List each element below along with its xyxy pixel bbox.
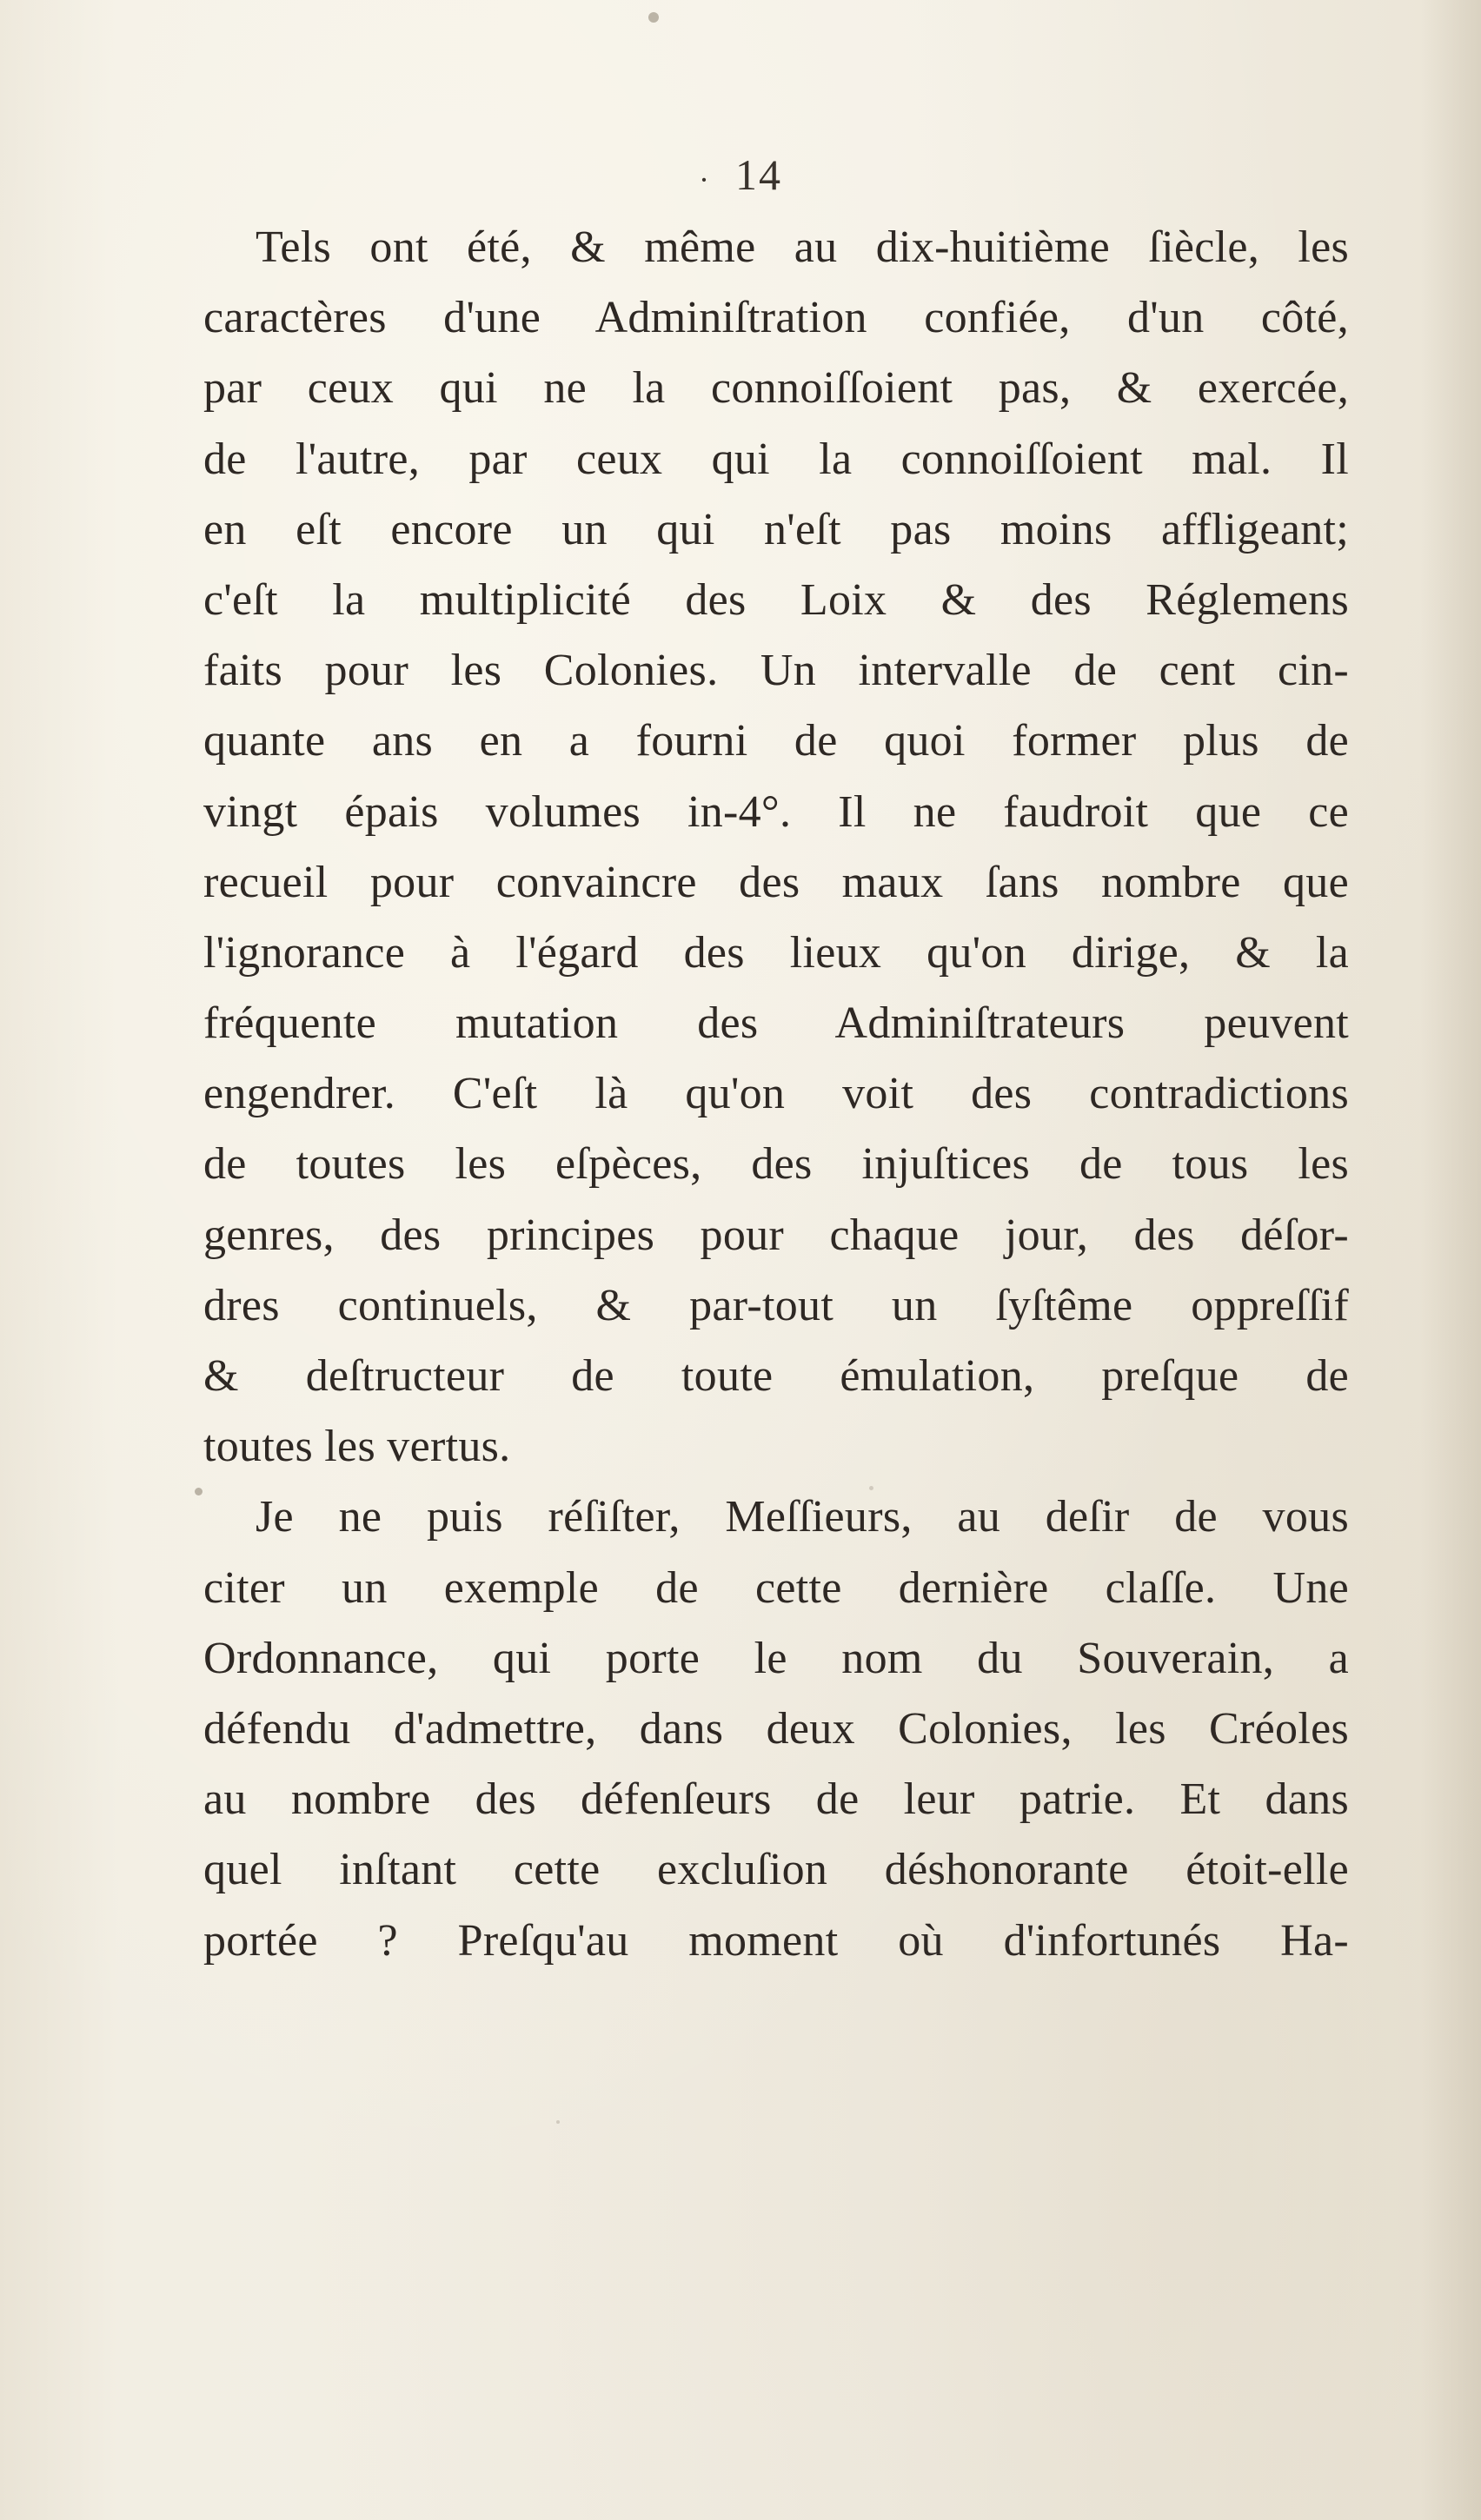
paper-speck [556, 2120, 560, 2124]
text-line: & deſtructeur de toute émulation, preſque de [203, 1351, 1349, 1401]
page-number-value: 14 [735, 150, 782, 199]
page-number-dot: · [699, 162, 711, 197]
text-line: de l'autre, par ceux qui la connoiſſoient mal. Il [203, 434, 1349, 484]
text-line: caractères d'une Adminiſtration confiée, d'un côté, [203, 293, 1349, 343]
text-line: citer un exemple de cette dernière claſſe. Une [203, 1562, 1349, 1613]
text-line: au nombre des défenſeurs de leur patrie. Et dans [203, 1774, 1349, 1825]
text-line: Tels ont été, & même au dix-huitième ſiècle, les [256, 222, 1349, 272]
text-line: engendrer. C'eſt là qu'on voit des contradictions [203, 1069, 1349, 1119]
paper-speck [195, 1488, 203, 1495]
body-text [203, 212, 1349, 1976]
text-line: par ceux qui ne la connoiſſoient pas, & exercée, [203, 363, 1349, 414]
text-line: fréquente mutation des Adminiſtrateurs peuvent [203, 998, 1349, 1049]
text-line: faits pour les Colonies. Un intervalle de cent cin- [203, 646, 1349, 696]
text-line: c'eſt la multiplicité des Loix & des Réglemens [203, 574, 1349, 625]
text-line: défendu d'admettre, dans deux Colonies, les Créoles [203, 1703, 1349, 1754]
paper-speck [869, 1486, 873, 1490]
text-line: en eſt encore un qui n'eſt pas moins affligeant; [203, 504, 1349, 554]
text-line: vingt épais volumes in-4°. Il ne faudroit que ce [203, 786, 1349, 837]
text-line: quel inſtant cette excluſion déshonorante étoit-elle [203, 1845, 1349, 1895]
text-line: portée ? Preſqu'au moment où d'infortunés Ha- [203, 1915, 1349, 1966]
paragraph-1 [203, 212, 1349, 1482]
text-line: toutes les vertus. [203, 1422, 511, 1472]
text-line: l'ignorance à l'égard des lieux qu'on dirige, & la [203, 927, 1349, 978]
text-line: de toutes les eſpèces, des injuſtices de tous les [203, 1139, 1349, 1190]
text-line: genres, des principes pour chaque jour, des déſor- [203, 1210, 1349, 1260]
text-line: recueil pour convaincre des maux ſans nombre que [203, 857, 1349, 907]
text-line: dres continuels, & par-tout un ſyſtême oppreſſif [203, 1280, 1349, 1330]
text-line: quante ans en a fourni de quoi former plus de [203, 716, 1349, 766]
page-number [0, 149, 1481, 200]
paper-speck [648, 12, 659, 23]
text-line: Je ne puis réſiſter, Meſſieurs, au deſir de vous [256, 1492, 1349, 1542]
text-line: Ordonnance, qui porte le nom du Souverain, a [203, 1633, 1349, 1683]
paragraph-2 [203, 1482, 1349, 1975]
